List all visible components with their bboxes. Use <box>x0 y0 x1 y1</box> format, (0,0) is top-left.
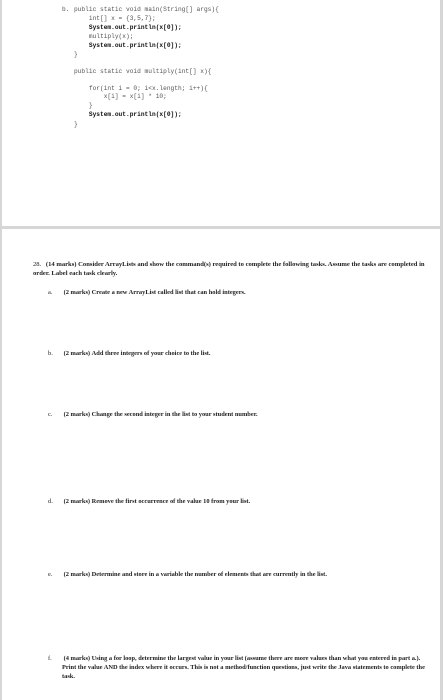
question-marks: (14 marks) <box>45 261 77 268</box>
code-line: public static void multiply(int[] x){ <box>74 68 212 75</box>
code-line: x[i] = x[i] * 10; <box>74 93 167 100</box>
subquestion-label: b. <box>48 350 53 357</box>
subquestion-e <box>48 570 427 579</box>
subquestion-d <box>48 497 427 506</box>
code-line: System.out.println(x[0]); <box>74 24 182 31</box>
subquestion-text: Using a for loop, determine the largest value in your list (assume there are more values than what you entered in part a.). Print the value AND the index where it occurs. This is not a method/function questions, just write the Java statements to complete the task. <box>62 655 425 680</box>
subquestion-f <box>48 654 427 681</box>
code-line: } <box>74 121 78 128</box>
code-line: public static void main(String[] args){ <box>74 6 219 13</box>
subquestion-marks: (2 marks) <box>63 498 91 505</box>
subquestion-text: Create a new ArrayList called list that can hold integers. <box>91 289 246 296</box>
subquestion-label: d. <box>48 498 53 505</box>
subquestion-label: c. <box>48 411 53 418</box>
subquestion-text: Determine and store in a variable the number of elements that are currently in the list. <box>91 571 327 578</box>
subquestion-a <box>48 288 427 297</box>
code-line: for(int i = 0; i<x.length; i++){ <box>74 85 208 92</box>
subquestion-marks: (2 marks) <box>63 289 91 296</box>
subquestion-marks: (2 marks) <box>63 571 91 578</box>
code-block <box>62 6 432 206</box>
subquestion-label: a. <box>48 289 53 296</box>
subquestion-text: Add three integers of your choice to the list. <box>91 350 211 357</box>
subquestion-b <box>48 349 427 358</box>
page-bottom <box>2 229 440 700</box>
code-line: } <box>74 51 78 58</box>
code-label: b. <box>62 6 70 13</box>
subquestion-c <box>48 410 427 419</box>
subquestion-marks: (2 marks) <box>63 411 91 418</box>
code-line: int[] x = {3,5,7}; <box>74 15 156 22</box>
subquestion-marks: (4 marks) <box>63 655 91 662</box>
subquestion-text: Change the second integer in the list to your student number. <box>91 411 258 418</box>
question-number: 28. <box>33 261 42 268</box>
subquestion-text: Remove the first occurrence of the value 10 from your list. <box>91 498 251 505</box>
subquestion-label: f. <box>48 655 52 662</box>
code-line: System.out.println(x[0]); <box>74 42 182 49</box>
code-line: } <box>74 102 93 109</box>
subquestion-label: e. <box>48 571 53 578</box>
page-top <box>2 0 440 226</box>
code-line: System.out.println(x[0]); <box>74 111 182 118</box>
question-text: Consider ArrayLists and show the command(s) required to complete the following tasks. Assume the tasks are completed in order. Label each task clearly. <box>33 261 425 277</box>
question-28 <box>33 260 425 278</box>
code-line: multiply(x); <box>74 33 134 40</box>
subquestion-marks: (2 marks) <box>63 350 91 357</box>
